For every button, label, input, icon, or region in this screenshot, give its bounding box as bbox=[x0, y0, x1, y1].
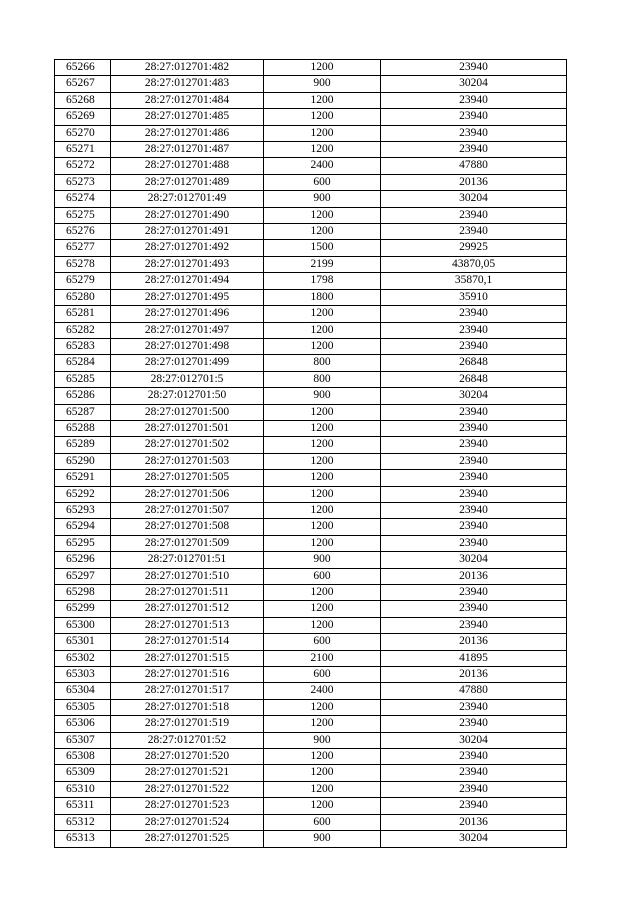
table-row bbox=[55, 781, 567, 797]
cadastral-number-cell: 28:27:012701:507 bbox=[111, 502, 264, 518]
row-number-cell: 65270 bbox=[55, 125, 111, 141]
table-row bbox=[55, 502, 567, 518]
value-cell: 23940 bbox=[381, 519, 567, 535]
table-row bbox=[55, 60, 567, 76]
cadastral-number-cell: 28:27:012701:513 bbox=[111, 617, 264, 633]
table-row bbox=[55, 76, 567, 92]
table-row bbox=[55, 207, 567, 223]
table-row bbox=[55, 732, 567, 748]
area-cell: 1200 bbox=[264, 420, 381, 436]
row-number-cell: 65309 bbox=[55, 765, 111, 781]
value-cell: 35910 bbox=[381, 289, 567, 305]
row-number-cell: 65282 bbox=[55, 322, 111, 338]
row-number-cell: 65273 bbox=[55, 174, 111, 190]
area-cell: 800 bbox=[264, 371, 381, 387]
row-number-cell: 65310 bbox=[55, 781, 111, 797]
table-row bbox=[55, 568, 567, 584]
value-cell: 26848 bbox=[381, 355, 567, 371]
area-cell: 1200 bbox=[264, 92, 381, 108]
cadastral-number-cell: 28:27:012701:520 bbox=[111, 749, 264, 765]
cadastral-number-cell: 28:27:012701:495 bbox=[111, 289, 264, 305]
row-number-cell: 65301 bbox=[55, 634, 111, 650]
table-row bbox=[55, 306, 567, 322]
area-cell: 600 bbox=[264, 174, 381, 190]
value-cell: 23940 bbox=[381, 224, 567, 240]
value-cell: 26848 bbox=[381, 371, 567, 387]
value-cell: 23940 bbox=[381, 322, 567, 338]
area-cell: 1200 bbox=[264, 765, 381, 781]
area-cell: 1200 bbox=[264, 142, 381, 158]
table-row bbox=[55, 617, 567, 633]
row-number-cell: 65302 bbox=[55, 650, 111, 666]
row-number-cell: 65300 bbox=[55, 617, 111, 633]
area-cell: 600 bbox=[264, 634, 381, 650]
row-number-cell: 65298 bbox=[55, 585, 111, 601]
row-number-cell: 65291 bbox=[55, 470, 111, 486]
value-cell: 23940 bbox=[381, 404, 567, 420]
row-number-cell: 65307 bbox=[55, 732, 111, 748]
table-row bbox=[55, 667, 567, 683]
row-number-cell: 65311 bbox=[55, 798, 111, 814]
row-number-cell: 65308 bbox=[55, 749, 111, 765]
value-cell: 23940 bbox=[381, 486, 567, 502]
table-row bbox=[55, 404, 567, 420]
cadastral-number-cell: 28:27:012701:51 bbox=[111, 552, 264, 568]
cadastral-number-cell: 28:27:012701:524 bbox=[111, 814, 264, 830]
table-row bbox=[55, 765, 567, 781]
value-cell: 23940 bbox=[381, 470, 567, 486]
value-cell: 23940 bbox=[381, 207, 567, 223]
area-cell: 800 bbox=[264, 355, 381, 371]
area-cell: 600 bbox=[264, 814, 381, 830]
value-cell: 23940 bbox=[381, 502, 567, 518]
table-row bbox=[55, 683, 567, 699]
cadastral-number-cell: 28:27:012701:492 bbox=[111, 240, 264, 256]
value-cell: 47880 bbox=[381, 158, 567, 174]
area-cell: 1200 bbox=[264, 60, 381, 76]
table-row bbox=[55, 552, 567, 568]
cadastral-number-cell: 28:27:012701:494 bbox=[111, 273, 264, 289]
row-number-cell: 65312 bbox=[55, 814, 111, 830]
row-number-cell: 65299 bbox=[55, 601, 111, 617]
row-number-cell: 65272 bbox=[55, 158, 111, 174]
row-number-cell: 65292 bbox=[55, 486, 111, 502]
area-cell: 1200 bbox=[264, 781, 381, 797]
cadastral-number-cell: 28:27:012701:522 bbox=[111, 781, 264, 797]
table-row bbox=[55, 650, 567, 666]
cadastral-number-cell: 28:27:012701:486 bbox=[111, 125, 264, 141]
area-cell: 1200 bbox=[264, 109, 381, 125]
cadastral-number-cell: 28:27:012701:5 bbox=[111, 371, 264, 387]
area-cell: 900 bbox=[264, 191, 381, 207]
value-cell: 23940 bbox=[381, 749, 567, 765]
table-row bbox=[55, 486, 567, 502]
area-cell: 900 bbox=[264, 76, 381, 92]
row-number-cell: 65281 bbox=[55, 306, 111, 322]
row-number-cell: 65287 bbox=[55, 404, 111, 420]
value-cell: 29925 bbox=[381, 240, 567, 256]
area-cell: 1200 bbox=[264, 749, 381, 765]
row-number-cell: 65296 bbox=[55, 552, 111, 568]
value-cell: 30204 bbox=[381, 831, 567, 847]
cadastral-number-cell: 28:27:012701:489 bbox=[111, 174, 264, 190]
row-number-cell: 65268 bbox=[55, 92, 111, 108]
area-cell: 1200 bbox=[264, 585, 381, 601]
cadastral-number-cell: 28:27:012701:523 bbox=[111, 798, 264, 814]
value-cell: 23940 bbox=[381, 453, 567, 469]
row-number-cell: 65277 bbox=[55, 240, 111, 256]
cadastral-number-cell: 28:27:012701:496 bbox=[111, 306, 264, 322]
area-cell: 1200 bbox=[264, 224, 381, 240]
table-row bbox=[55, 716, 567, 732]
cadastral-number-cell: 28:27:012701:500 bbox=[111, 404, 264, 420]
area-cell: 1200 bbox=[264, 322, 381, 338]
area-cell: 1200 bbox=[264, 486, 381, 502]
cadastral-number-cell: 28:27:012701:517 bbox=[111, 683, 264, 699]
row-number-cell: 65294 bbox=[55, 519, 111, 535]
area-cell: 1200 bbox=[264, 519, 381, 535]
value-cell: 23940 bbox=[381, 109, 567, 125]
table-row bbox=[55, 322, 567, 338]
table-row bbox=[55, 289, 567, 305]
row-number-cell: 65290 bbox=[55, 453, 111, 469]
row-number-cell: 65285 bbox=[55, 371, 111, 387]
row-number-cell: 65297 bbox=[55, 568, 111, 584]
area-cell: 1200 bbox=[264, 601, 381, 617]
table-row bbox=[55, 273, 567, 289]
table-row bbox=[55, 420, 567, 436]
table-row bbox=[55, 388, 567, 404]
value-cell: 23940 bbox=[381, 601, 567, 617]
area-cell: 1200 bbox=[264, 437, 381, 453]
table-row bbox=[55, 470, 567, 486]
area-cell: 1200 bbox=[264, 470, 381, 486]
row-number-cell: 65280 bbox=[55, 289, 111, 305]
table-row bbox=[55, 634, 567, 650]
area-cell: 1200 bbox=[264, 502, 381, 518]
area-cell: 900 bbox=[264, 388, 381, 404]
area-cell: 1200 bbox=[264, 453, 381, 469]
row-number-cell: 65293 bbox=[55, 502, 111, 518]
table-row bbox=[55, 585, 567, 601]
table-row bbox=[55, 125, 567, 141]
value-cell: 41895 bbox=[381, 650, 567, 666]
table-row bbox=[55, 699, 567, 715]
row-number-cell: 65274 bbox=[55, 191, 111, 207]
cadastral-number-cell: 28:27:012701:521 bbox=[111, 765, 264, 781]
area-cell: 1800 bbox=[264, 289, 381, 305]
cadastral-number-cell: 28:27:012701:508 bbox=[111, 519, 264, 535]
cadastral-number-cell: 28:27:012701:518 bbox=[111, 699, 264, 715]
area-cell: 1200 bbox=[264, 617, 381, 633]
value-cell: 23940 bbox=[381, 781, 567, 797]
value-cell: 23940 bbox=[381, 60, 567, 76]
table-row bbox=[55, 437, 567, 453]
value-cell: 20136 bbox=[381, 814, 567, 830]
value-cell: 23940 bbox=[381, 125, 567, 141]
cadastral-number-cell: 28:27:012701:501 bbox=[111, 420, 264, 436]
value-cell: 23940 bbox=[381, 716, 567, 732]
row-number-cell: 65305 bbox=[55, 699, 111, 715]
cadastral-number-cell: 28:27:012701:512 bbox=[111, 601, 264, 617]
cadastral-number-cell: 28:27:012701:490 bbox=[111, 207, 264, 223]
cadastral-number-cell: 28:27:012701:502 bbox=[111, 437, 264, 453]
cadastral-number-cell: 28:27:012701:519 bbox=[111, 716, 264, 732]
cadastral-number-cell: 28:27:012701:50 bbox=[111, 388, 264, 404]
value-cell: 23940 bbox=[381, 142, 567, 158]
table-row bbox=[55, 174, 567, 190]
area-cell: 1200 bbox=[264, 306, 381, 322]
row-number-cell: 65269 bbox=[55, 109, 111, 125]
row-number-cell: 65295 bbox=[55, 535, 111, 551]
cadastral-number-cell: 28:27:012701:488 bbox=[111, 158, 264, 174]
cadastral-number-cell: 28:27:012701:483 bbox=[111, 76, 264, 92]
area-cell: 1200 bbox=[264, 798, 381, 814]
value-cell: 20136 bbox=[381, 667, 567, 683]
table-row bbox=[55, 158, 567, 174]
value-cell: 30204 bbox=[381, 76, 567, 92]
value-cell: 23940 bbox=[381, 92, 567, 108]
cadastral-number-cell: 28:27:012701:503 bbox=[111, 453, 264, 469]
cadastral-number-cell: 28:27:012701:498 bbox=[111, 338, 264, 354]
cadastral-number-cell: 28:27:012701:482 bbox=[111, 60, 264, 76]
area-cell: 2100 bbox=[264, 650, 381, 666]
cadastral-number-cell: 28:27:012701:487 bbox=[111, 142, 264, 158]
table-row bbox=[55, 519, 567, 535]
cadastral-number-cell: 28:27:012701:499 bbox=[111, 355, 264, 371]
value-cell: 23940 bbox=[381, 420, 567, 436]
row-number-cell: 65306 bbox=[55, 716, 111, 732]
cadastral-number-cell: 28:27:012701:52 bbox=[111, 732, 264, 748]
cadastral-number-cell: 28:27:012701:511 bbox=[111, 585, 264, 601]
area-cell: 1200 bbox=[264, 404, 381, 420]
row-number-cell: 65288 bbox=[55, 420, 111, 436]
cadastral-number-cell: 28:27:012701:497 bbox=[111, 322, 264, 338]
value-cell: 30204 bbox=[381, 552, 567, 568]
table-row bbox=[55, 256, 567, 272]
value-cell: 20136 bbox=[381, 634, 567, 650]
table-row bbox=[55, 814, 567, 830]
area-cell: 2199 bbox=[264, 256, 381, 272]
cadastral-number-cell: 28:27:012701:515 bbox=[111, 650, 264, 666]
table-row bbox=[55, 142, 567, 158]
area-cell: 600 bbox=[264, 667, 381, 683]
cadastral-number-cell: 28:27:012701:514 bbox=[111, 634, 264, 650]
area-cell: 900 bbox=[264, 831, 381, 847]
value-cell: 23940 bbox=[381, 617, 567, 633]
row-number-cell: 65276 bbox=[55, 224, 111, 240]
table-row bbox=[55, 92, 567, 108]
area-cell: 1200 bbox=[264, 125, 381, 141]
table-row bbox=[55, 371, 567, 387]
area-cell: 1200 bbox=[264, 716, 381, 732]
table-row bbox=[55, 240, 567, 256]
value-cell: 20136 bbox=[381, 174, 567, 190]
table-row bbox=[55, 535, 567, 551]
cadastral-number-cell: 28:27:012701:49 bbox=[111, 191, 264, 207]
row-number-cell: 65267 bbox=[55, 76, 111, 92]
value-cell: 23940 bbox=[381, 798, 567, 814]
row-number-cell: 65266 bbox=[55, 60, 111, 76]
area-cell: 1798 bbox=[264, 273, 381, 289]
area-cell: 1200 bbox=[264, 535, 381, 551]
value-cell: 30204 bbox=[381, 732, 567, 748]
table-row bbox=[55, 453, 567, 469]
cadastral-number-cell: 28:27:012701:485 bbox=[111, 109, 264, 125]
value-cell: 23940 bbox=[381, 765, 567, 781]
table-row bbox=[55, 831, 567, 847]
value-cell: 47880 bbox=[381, 683, 567, 699]
area-cell: 2400 bbox=[264, 683, 381, 699]
data-table bbox=[54, 59, 567, 848]
cadastral-number-cell: 28:27:012701:509 bbox=[111, 535, 264, 551]
table-row bbox=[55, 601, 567, 617]
value-cell: 23940 bbox=[381, 306, 567, 322]
value-cell: 20136 bbox=[381, 568, 567, 584]
value-cell: 23940 bbox=[381, 437, 567, 453]
row-number-cell: 65271 bbox=[55, 142, 111, 158]
table-row bbox=[55, 338, 567, 354]
row-number-cell: 65289 bbox=[55, 437, 111, 453]
table-row bbox=[55, 191, 567, 207]
area-cell: 600 bbox=[264, 568, 381, 584]
value-cell: 23940 bbox=[381, 699, 567, 715]
area-cell: 1200 bbox=[264, 699, 381, 715]
row-number-cell: 65286 bbox=[55, 388, 111, 404]
table-row bbox=[55, 109, 567, 125]
area-cell: 1200 bbox=[264, 207, 381, 223]
area-cell: 2400 bbox=[264, 158, 381, 174]
table-row bbox=[55, 749, 567, 765]
row-number-cell: 65279 bbox=[55, 273, 111, 289]
cadastral-number-cell: 28:27:012701:516 bbox=[111, 667, 264, 683]
cadastral-number-cell: 28:27:012701:510 bbox=[111, 568, 264, 584]
value-cell: 23940 bbox=[381, 338, 567, 354]
cadastral-number-cell: 28:27:012701:525 bbox=[111, 831, 264, 847]
row-number-cell: 65275 bbox=[55, 207, 111, 223]
cadastral-number-cell: 28:27:012701:493 bbox=[111, 256, 264, 272]
table-row bbox=[55, 798, 567, 814]
row-number-cell: 65278 bbox=[55, 256, 111, 272]
table-row bbox=[55, 224, 567, 240]
row-number-cell: 65304 bbox=[55, 683, 111, 699]
area-cell: 900 bbox=[264, 732, 381, 748]
area-cell: 1200 bbox=[264, 338, 381, 354]
row-number-cell: 65283 bbox=[55, 338, 111, 354]
value-cell: 35870,1 bbox=[381, 273, 567, 289]
value-cell: 23940 bbox=[381, 535, 567, 551]
area-cell: 1500 bbox=[264, 240, 381, 256]
row-number-cell: 65303 bbox=[55, 667, 111, 683]
value-cell: 30204 bbox=[381, 388, 567, 404]
cadastral-number-cell: 28:27:012701:505 bbox=[111, 470, 264, 486]
area-cell: 900 bbox=[264, 552, 381, 568]
cadastral-number-cell: 28:27:012701:484 bbox=[111, 92, 264, 108]
row-number-cell: 65284 bbox=[55, 355, 111, 371]
cadastral-number-cell: 28:27:012701:491 bbox=[111, 224, 264, 240]
cadastral-number-cell: 28:27:012701:506 bbox=[111, 486, 264, 502]
table-body bbox=[55, 60, 567, 848]
row-number-cell: 65313 bbox=[55, 831, 111, 847]
table-row bbox=[55, 355, 567, 371]
value-cell: 43870,05 bbox=[381, 256, 567, 272]
value-cell: 30204 bbox=[381, 191, 567, 207]
value-cell: 23940 bbox=[381, 585, 567, 601]
